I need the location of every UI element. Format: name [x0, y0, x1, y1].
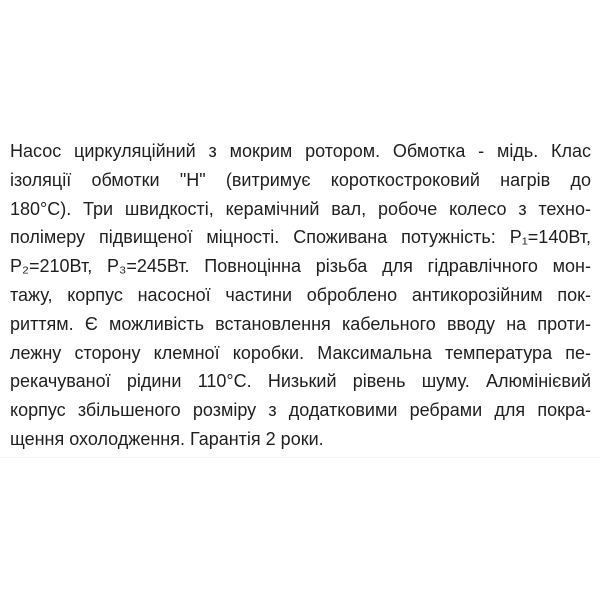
description-line: корпус збільшеного розміру з додатковими ребрами для покра- — [10, 400, 591, 421]
description-line: полімеру підвищеної міцності. Споживана потужність: Р₁=140Вт, — [10, 227, 591, 248]
description-line: Р₂=210Вт, Р₃=245Вт. Повноцінна різьба для гідравлічного мон- — [10, 256, 591, 277]
description-line: лежну сторону клемної коробки. Максимальна температура пе- — [10, 342, 591, 363]
description-line: риттям. Є можливість встановлення кабельного вводу на проти- — [10, 313, 591, 334]
product-description — [10, 137, 591, 454]
description-line: Насос циркуляційний з мокрим ротором. Обмотка - мідь. Клас — [10, 141, 591, 161]
description-line: рекачуваної рідини 110°С. Низький рівень шуму. Алюмінієвий — [10, 371, 591, 392]
description-line: ізоляції обмотки "Н" (витримує короткостроковий нагрів до — [10, 169, 591, 190]
description-line: щення охолодження. Гарантія 2 роки. — [10, 428, 324, 449]
description-line: 180°С). Три швидкості, керамічний вал, робоче колесо з техно- — [10, 198, 591, 219]
divider — [0, 457, 600, 458]
description-line: тажу, корпус насосної частини оброблено антикорозійним пок- — [10, 284, 591, 305]
